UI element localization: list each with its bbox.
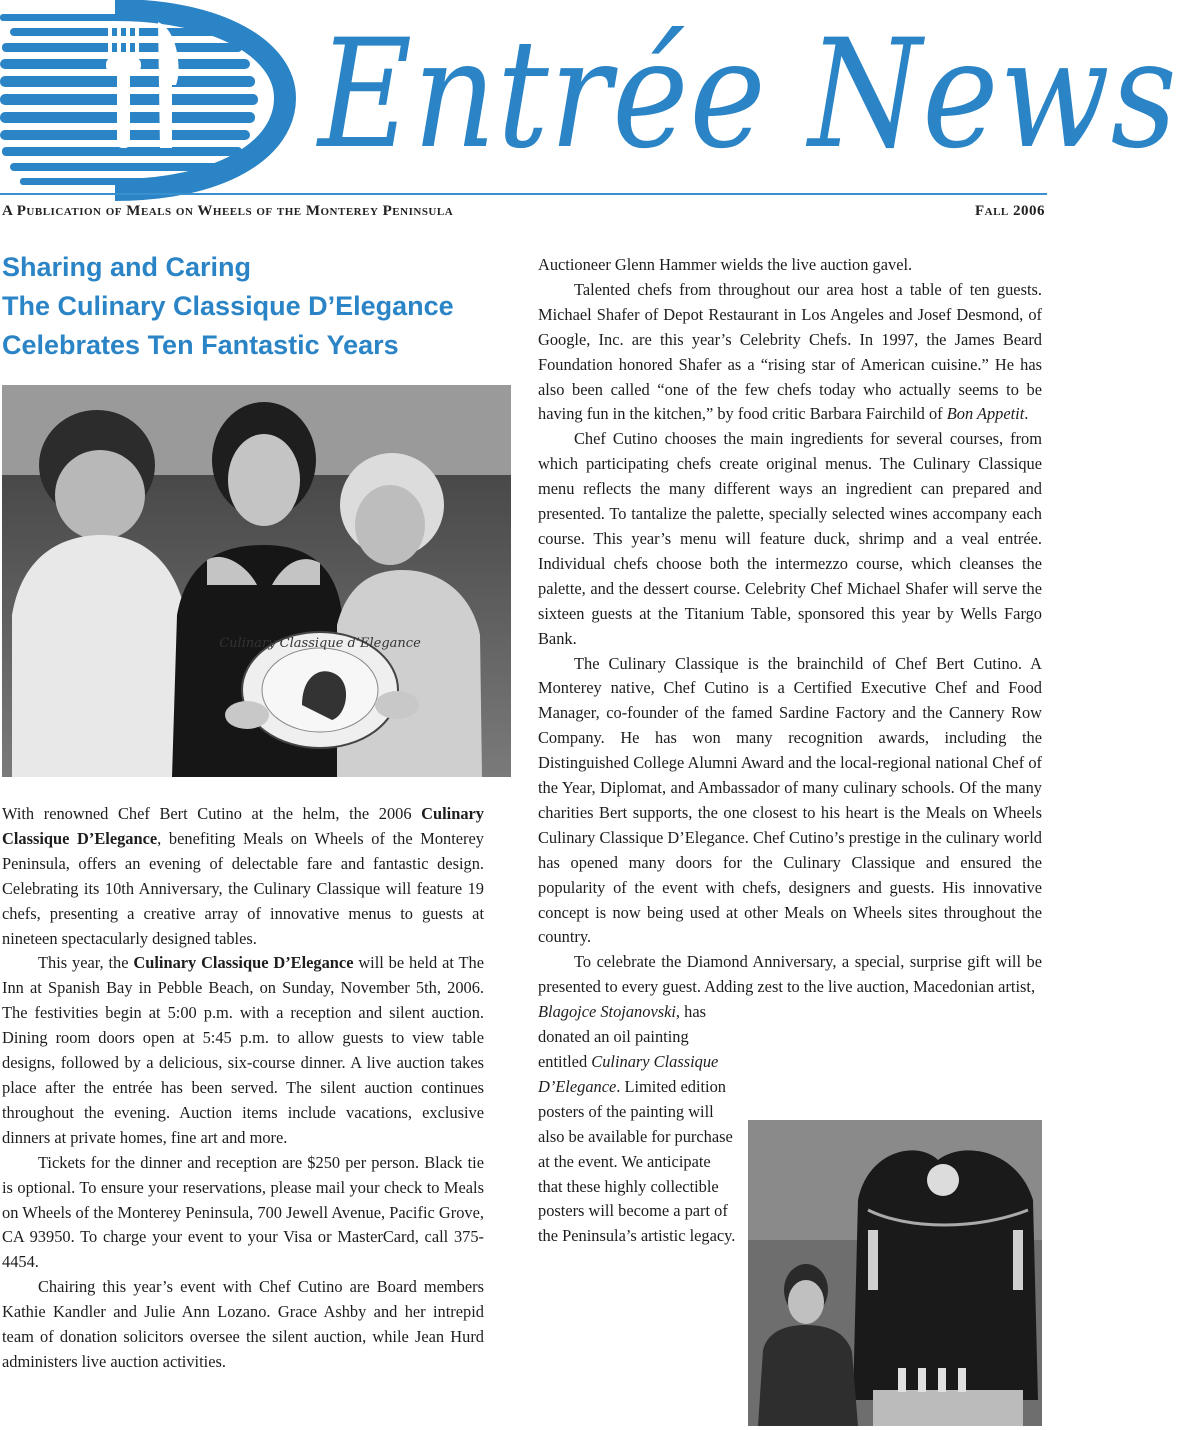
paragraph: To celebrate the Diamond Anniversary, a special, surprise gift will be presented to every guest. Adding zest to the live auction, Macedonian artist, (538, 952, 1042, 997)
masthead (0, 0, 1178, 200)
paragraph (2, 951, 484, 1150)
paragraph (538, 278, 1042, 427)
paragraph: Auctioneer Glenn Hammer wields the live auction gavel. (538, 255, 913, 274)
text-run: , benefiting Meals on Wheels of the Monterey Peninsula, offers an evening of delectable fare and fantastic design. Celebrating its 10th Anniversary, the Culinary Classique will feature 19 chefs, presenting a creative array of innovative menus to guests at nineteen spectacularly designed tables. (2, 828, 484, 948)
text-run: . (1024, 404, 1029, 424)
headline-line-3: Celebrates Ten Fantastic Years (2, 330, 399, 360)
paragraph: Chef Cutino chooses the main ingredients for several courses, from which participating chefs create original menus. The Culinary Classique menu reflects the many different ways an ingredient can prepared and presented. To tantalize the palette, specially selected wines accompany each course. This year’s menu will feature duck, shrimp and a veal entrée. Individual chefs choose both the intermezzo course, which cleanses the palette, and the dessert course. Celebrity Chef Michael Shafer will serve the sixteen guests at the Titanium Table, sponsored this year by Wells Fargo Bank. (538, 429, 1042, 648)
paragraph: Tickets for the dinner and reception are $250 per person. Black tie is optional. To ensure your reservations, please mail your check to Meals on Wheels of the Monterey Peninsula, 700 Jewell Avenue, Pacific Grove, CA 93950. To charge your event to your Visa or MasterCard, call 375-4454. (2, 1152, 484, 1272)
magazine-title: Bon Appetit (946, 404, 1025, 424)
paragraph (538, 1000, 738, 1249)
headline-line-2: The Culinary Classique D’Elegance (2, 291, 454, 321)
right-column (538, 253, 1042, 1249)
paragraph: Chairing this year’s event with Chef Cutino are Board members Kathie Kandler and Julie Ann Lozano. Grace Ashby and her intrepid team of donation solicitors oversee the silent auction, while Jean Hurd administers live auction activities. (2, 1277, 484, 1371)
text-run: . Limited edition posters of the painting will also be available for purchase at the event. We anticipate that these highly collectible posters will become a part of the Peninsula’s artistic legacy. (538, 1076, 736, 1246)
issue-date: Fall 2006 (974, 203, 1045, 219)
fork-and-knife-plate-icon (0, 0, 300, 195)
masthead-rule (0, 193, 1047, 195)
painting-title: Culinary Classique D’Elegance (538, 1052, 719, 1096)
paragraph (2, 802, 484, 951)
headline-line-1: Sharing and Caring (2, 252, 252, 282)
paragraph: The Culinary Classique is the brainchild of Chef Bert Cutino. A Monterey native, Chef Cutino is a Certified Executive Chef and Food Manager, co-founder of the famed Sardine Factory and the Cannery Row Company. He has won many recognition awards, including the Distinguished College Alumni Award and the local-regional national Chef of the Year, Diplomat, and Ambassador of many culinary schools. Of the many charities Bert supports, the one closest to his heart is the Meals on Wheels Culinary Classique D’Elegance. Chef Cutino’s prestige in the culinary world has opened many doors for the Culinary Classique and ensured the popularity of the event with chefs, designers and guests. His innovative concept is now being used at other Meals on Wheels sites throughout the country. (538, 653, 1042, 947)
text-run: With renowned Chef Bert Cutino at the helm, the 2006 (2, 804, 422, 823)
artist-photo (748, 1120, 1042, 1426)
newsletter-title: Entrée News (318, 8, 1178, 182)
plate-inscription: Culinary Classique d’Elegance (219, 636, 421, 651)
text-run: will be held at The Inn at Spanish Bay in Pebble Beach, on Sunday, November 5th, 2006. The festivities begin at 5:00 p.m. with a reception and silent auction. Dining room doors open at 5:45 p.m. to allow guests to view table designs, followed by a delicious, six-course dinner. A live auction takes place after the entrée has been served. The silent auction continues throughout the evening. Auction items include vacations, exclusive dinners at private homes, fine art and more. (2, 953, 484, 1147)
artist-name: Blagojce Stojanovski (538, 1002, 676, 1022)
main-photo (2, 385, 511, 777)
article-headline (2, 248, 512, 365)
event-name: Culinary Classique D’Elegance (133, 953, 354, 973)
publication-line: A Publication of Meals on Wheels of the Monterey Peninsula (2, 203, 454, 219)
event-name: Culinary Classique D’Elegance (2, 804, 484, 848)
left-column (2, 802, 484, 1375)
text-run: , has donated an oil painting entitled (538, 1002, 706, 1071)
text-run: Talented chefs from throughout our area host a table of ten guests. Michael Shafer of Depot Restaurant in Los Angeles and Josef Desmond, of Google, Inc. are this year’s Celebrity Chefs. In 1997, the James Beard Foundation honored Shafer as a “rising star of American cuisine.” He has also been called “one of the few chefs today who actually seems to be having fun in the kitchen,” by food critic Barbara Fairchild of (538, 279, 1042, 424)
text-run: This year, the (38, 953, 134, 973)
